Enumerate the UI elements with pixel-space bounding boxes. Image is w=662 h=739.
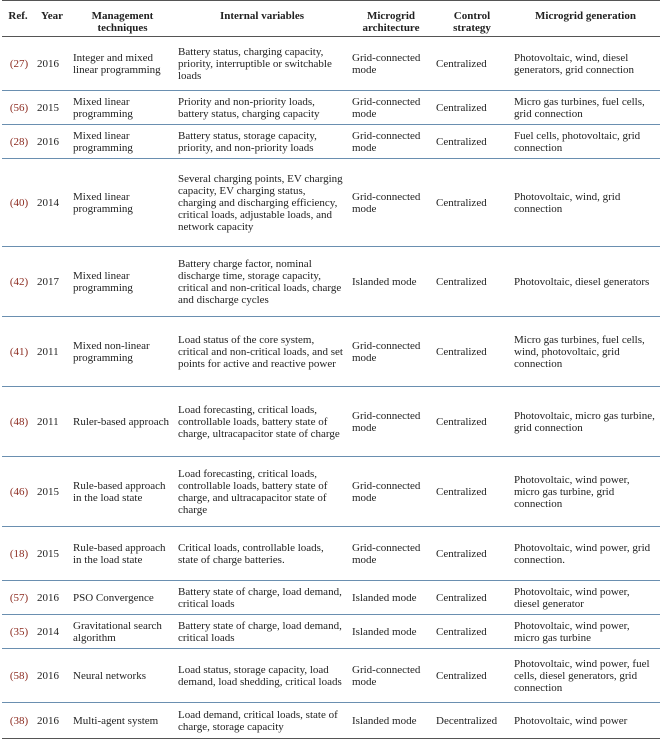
variables-cell: Several charging points, EV charging capacity, EV charging status, charging and discharging efficiency, critical loads, adjustable loads, and network capacity	[175, 159, 349, 247]
architecture-cell: Grid-connected mode	[349, 649, 433, 703]
ref-link[interactable]: (56)	[2, 91, 34, 125]
architecture-cell: Grid-connected mode	[349, 527, 433, 581]
variables-cell: Battery state of charge, load demand, critical loads	[175, 581, 349, 615]
year-cell: 2015	[34, 457, 70, 527]
variables-cell: Battery status, charging capacity, priority, interruptible or switchable loads	[175, 37, 349, 91]
variables-cell: Load status, storage capacity, load demand, load shedding, critical loads	[175, 649, 349, 703]
year-cell: 2017	[34, 247, 70, 317]
year-cell: 2016	[34, 37, 70, 91]
generation-cell: Photovoltaic, wind power, grid connection.	[511, 527, 660, 581]
technique-cell: Neural networks	[70, 649, 175, 703]
table-row	[2, 317, 660, 387]
architecture-cell: Grid-connected mode	[349, 91, 433, 125]
table-row	[2, 581, 660, 615]
control-cell: Centralized	[433, 615, 511, 649]
technique-cell: Integer and mixed linear programming	[70, 37, 175, 91]
architecture-cell: Grid-connected mode	[349, 387, 433, 457]
architecture-cell: Grid-connected mode	[349, 125, 433, 159]
generation-cell: Photovoltaic, wind power, micro gas turbine, grid connection	[511, 457, 660, 527]
year-cell: 2011	[34, 317, 70, 387]
header-year: Year	[34, 1, 70, 37]
table-row	[2, 387, 660, 457]
ref-link[interactable]: (28)	[2, 125, 34, 159]
variables-cell: Load status of the core system, critical and non-critical loads, and set points for active and reactive power	[175, 317, 349, 387]
ref-link[interactable]: (58)	[2, 649, 34, 703]
variables-cell: Priority and non-priority loads, battery status, charging capacity	[175, 91, 349, 125]
control-cell: Centralized	[433, 37, 511, 91]
ref-link[interactable]: (35)	[2, 615, 34, 649]
control-cell: Centralized	[433, 91, 511, 125]
technique-cell: PSO Convergence	[70, 581, 175, 615]
variables-cell: Load forecasting, critical loads, controllable loads, battery state of charge, ultracapacitor state of charge	[175, 387, 349, 457]
generation-cell: Photovoltaic, wind power, diesel generator	[511, 581, 660, 615]
architecture-cell: Grid-connected mode	[349, 317, 433, 387]
table-row	[2, 703, 660, 739]
ref-link[interactable]: (41)	[2, 317, 34, 387]
control-cell: Centralized	[433, 457, 511, 527]
variables-cell: Battery status, storage capacity, priority, and non-priority loads	[175, 125, 349, 159]
technique-cell: Gravitational search algorithm	[70, 615, 175, 649]
year-cell: 2015	[34, 527, 70, 581]
technique-cell: Rule-based approach in the load state	[70, 527, 175, 581]
control-cell: Centralized	[433, 387, 511, 457]
ref-link[interactable]: (18)	[2, 527, 34, 581]
generation-cell: Micro gas turbines, fuel cells, grid connection	[511, 91, 660, 125]
generation-cell: Photovoltaic, micro gas turbine, grid connection	[511, 387, 660, 457]
ref-link[interactable]: (27)	[2, 37, 34, 91]
header-microgrid-generation: Microgrid generation	[511, 1, 660, 37]
variables-cell: Load demand, critical loads, state of charge, storage capacity	[175, 703, 349, 739]
generation-cell: Micro gas turbines, fuel cells, wind, photovoltaic, grid connection	[511, 317, 660, 387]
year-cell: 2014	[34, 159, 70, 247]
header-row	[2, 1, 660, 37]
table-row	[2, 159, 660, 247]
generation-cell: Photovoltaic, wind power	[511, 703, 660, 739]
technique-cell: Ruler-based approach	[70, 387, 175, 457]
table-row	[2, 649, 660, 703]
generation-cell: Photovoltaic, diesel generators	[511, 247, 660, 317]
year-cell: 2016	[34, 125, 70, 159]
year-cell: 2016	[34, 703, 70, 739]
header-control-strategy: Control strategy	[433, 1, 511, 37]
architecture-cell: Grid-connected mode	[349, 159, 433, 247]
technique-cell: Mixed linear programming	[70, 159, 175, 247]
control-cell: Centralized	[433, 247, 511, 317]
architecture-cell: Islanded mode	[349, 247, 433, 317]
technique-cell: Mixed linear programming	[70, 125, 175, 159]
year-cell: 2014	[34, 615, 70, 649]
control-cell: Decentralized	[433, 703, 511, 739]
table-row	[2, 615, 660, 649]
technique-cell: Mixed linear programming	[70, 247, 175, 317]
table-row	[2, 527, 660, 581]
generation-cell: Photovoltaic, wind power, micro gas turbine	[511, 615, 660, 649]
ref-link[interactable]: (48)	[2, 387, 34, 457]
year-cell: 2015	[34, 91, 70, 125]
variables-cell: Battery state of charge, load demand, critical loads	[175, 615, 349, 649]
year-cell: 2016	[34, 581, 70, 615]
control-cell: Centralized	[433, 125, 511, 159]
table-row	[2, 91, 660, 125]
variables-cell: Load forecasting, critical loads, controllable loads, battery state of charge, and ultracapacitor state of charge	[175, 457, 349, 527]
control-cell: Centralized	[433, 649, 511, 703]
microgrid-management-table	[2, 0, 660, 739]
header-microgrid-architecture: Microgrid architecture	[349, 1, 433, 37]
ref-link[interactable]: (38)	[2, 703, 34, 739]
control-cell: Centralized	[433, 581, 511, 615]
generation-cell: Photovoltaic, wind power, fuel cells, diesel generators, grid connection	[511, 649, 660, 703]
control-cell: Centralized	[433, 527, 511, 581]
ref-link[interactable]: (42)	[2, 247, 34, 317]
table-row	[2, 247, 660, 317]
architecture-cell: Islanded mode	[349, 703, 433, 739]
technique-cell: Rule-based approach in the load state	[70, 457, 175, 527]
architecture-cell: Islanded mode	[349, 615, 433, 649]
technique-cell: Mixed non-linear programming	[70, 317, 175, 387]
year-cell: 2011	[34, 387, 70, 457]
technique-cell: Multi-agent system	[70, 703, 175, 739]
architecture-cell: Grid-connected mode	[349, 457, 433, 527]
year-cell: 2016	[34, 649, 70, 703]
variables-cell: Battery charge factor, nominal discharge time, storage capacity, critical and non-critical loads, charge and discharge cycles	[175, 247, 349, 317]
table-row	[2, 37, 660, 91]
ref-link[interactable]: (46)	[2, 457, 34, 527]
ref-link[interactable]: (40)	[2, 159, 34, 247]
generation-cell: Photovoltaic, wind, diesel generators, grid connection	[511, 37, 660, 91]
header-ref: Ref.	[2, 1, 34, 37]
table-row	[2, 125, 660, 159]
variables-cell: Critical loads, controllable loads, state of charge batteries.	[175, 527, 349, 581]
table-body	[2, 37, 660, 739]
architecture-cell: Grid-connected mode	[349, 37, 433, 91]
table-row	[2, 457, 660, 527]
control-cell: Centralized	[433, 159, 511, 247]
header-management-techniques: Management techniques	[70, 1, 175, 37]
generation-cell: Photovoltaic, wind, grid connection	[511, 159, 660, 247]
technique-cell: Mixed linear programming	[70, 91, 175, 125]
control-cell: Centralized	[433, 317, 511, 387]
header-internal-variables: Internal variables	[175, 1, 349, 37]
ref-link[interactable]: (57)	[2, 581, 34, 615]
architecture-cell: Islanded mode	[349, 581, 433, 615]
generation-cell: Fuel cells, photovoltaic, grid connection	[511, 125, 660, 159]
